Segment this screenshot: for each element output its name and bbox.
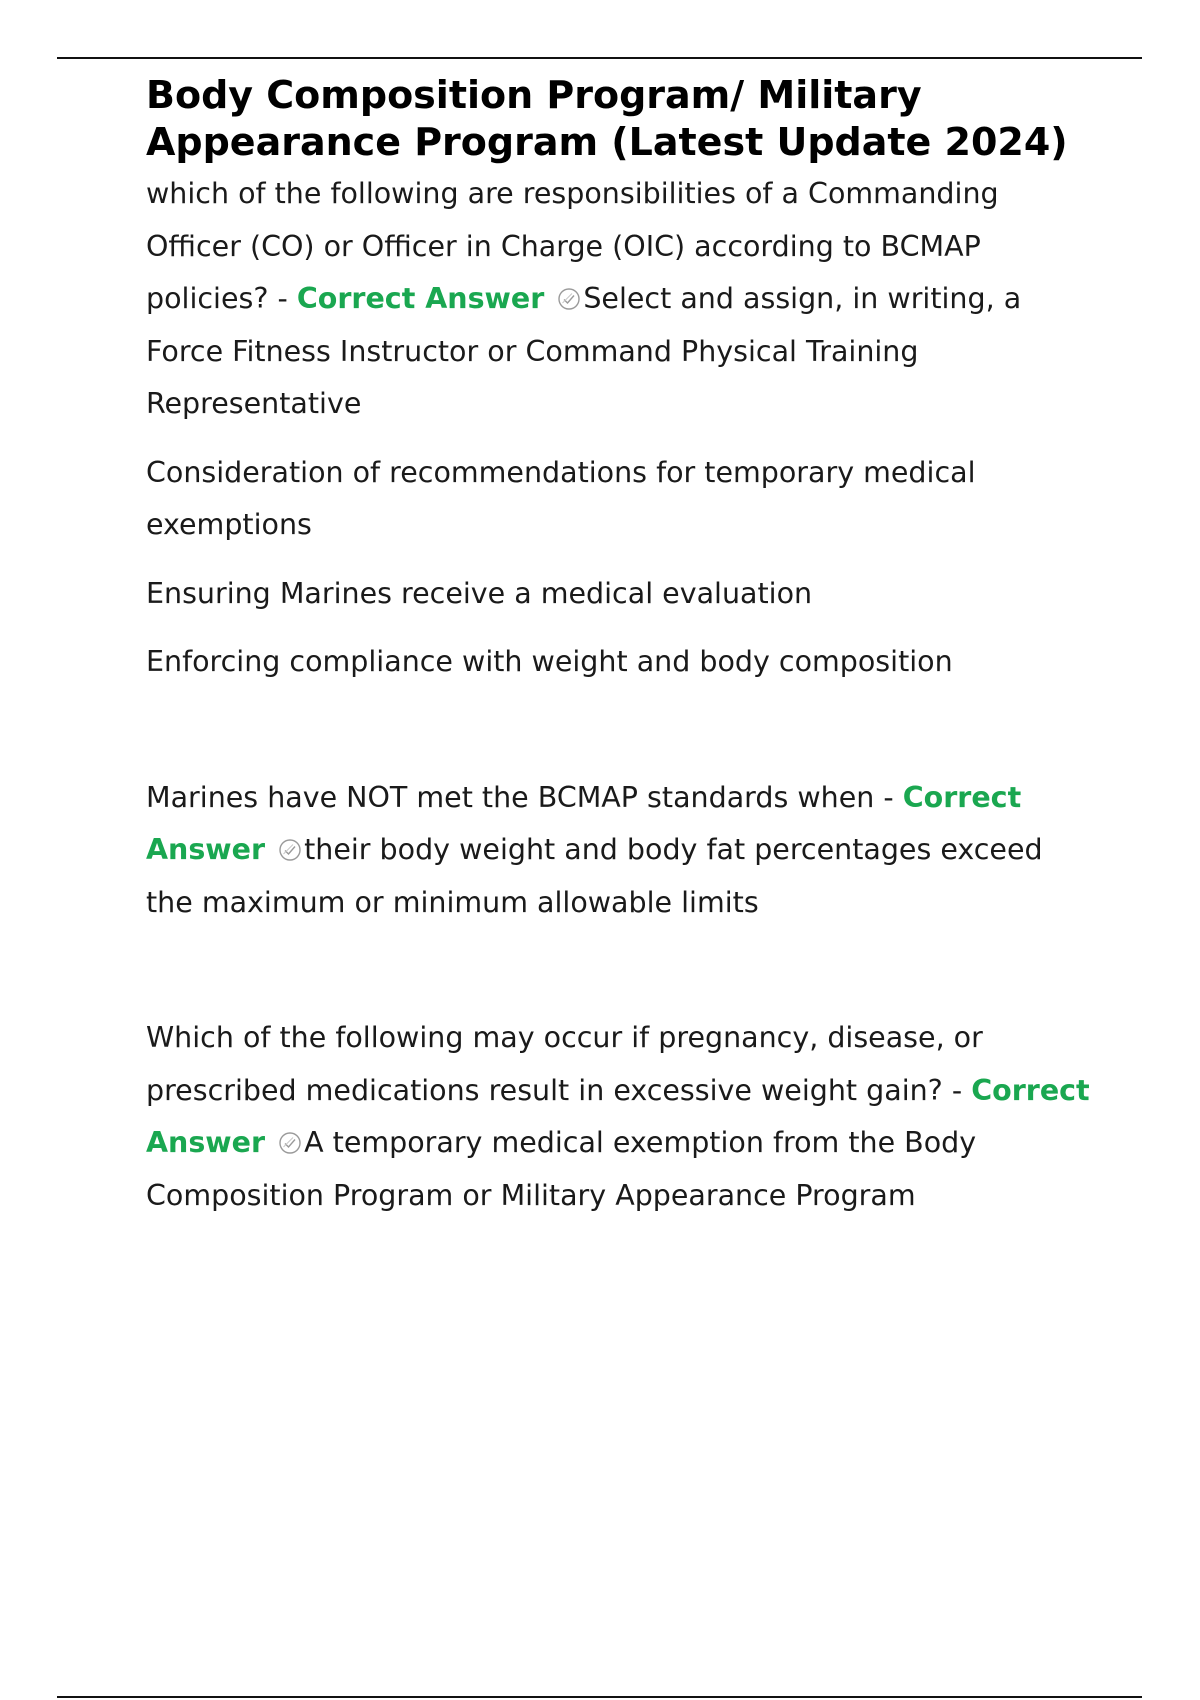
check-circle-icon (278, 838, 302, 862)
question-paragraph (146, 168, 1096, 431)
check-circle-icon (278, 1131, 302, 1155)
check-circle-icon (557, 287, 581, 311)
qa-item (146, 772, 1096, 930)
bottom-rule (57, 1696, 1142, 1698)
answer-text: their body weight and body fat percentages exceed the maximum or minimum allowable limits (146, 833, 1043, 919)
top-rule (57, 57, 1142, 59)
document-title: Body Composition Program/ Military Appearance Program (Latest Update 2024) (146, 73, 1068, 164)
answer-paragraph: Ensuring Marines receive a medical evaluation (146, 576, 813, 610)
correct-answer-label: Correct Answer (146, 1073, 1090, 1159)
correct-answer-label: Correct Answer (296, 282, 545, 315)
correct-answer-label: Correct Answer (146, 780, 1022, 866)
question-text: which of the following are responsibilities of a Commanding Officer (CO) or Officer in Charge (OIC) according to BCMAP policies? - (146, 177, 999, 315)
question-paragraph (146, 1012, 1096, 1222)
answer-paragraph: Consideration of recommendations for temporary medical exemptions (146, 455, 976, 541)
answer-text: A temporary medical exemption from the Body Composition Program or Military Appearance Program (146, 1126, 977, 1212)
answer-text: Select and assign, in writing, a Force Fitness Instructor or Command Physical Training Representative (146, 282, 1022, 420)
qa-item (146, 168, 1096, 689)
question-text: Which of the following may occur if pregnancy, disease, or prescribed medications result in excessive weight gain? - (146, 1021, 983, 1107)
answer-paragraph: Enforcing compliance with weight and body composition (146, 645, 953, 678)
qa-item (146, 1012, 1096, 1222)
document-body (146, 72, 1096, 1222)
question-paragraph (146, 772, 1096, 930)
question-text: Marines have NOT met the BCMAP standards when - (146, 780, 894, 814)
